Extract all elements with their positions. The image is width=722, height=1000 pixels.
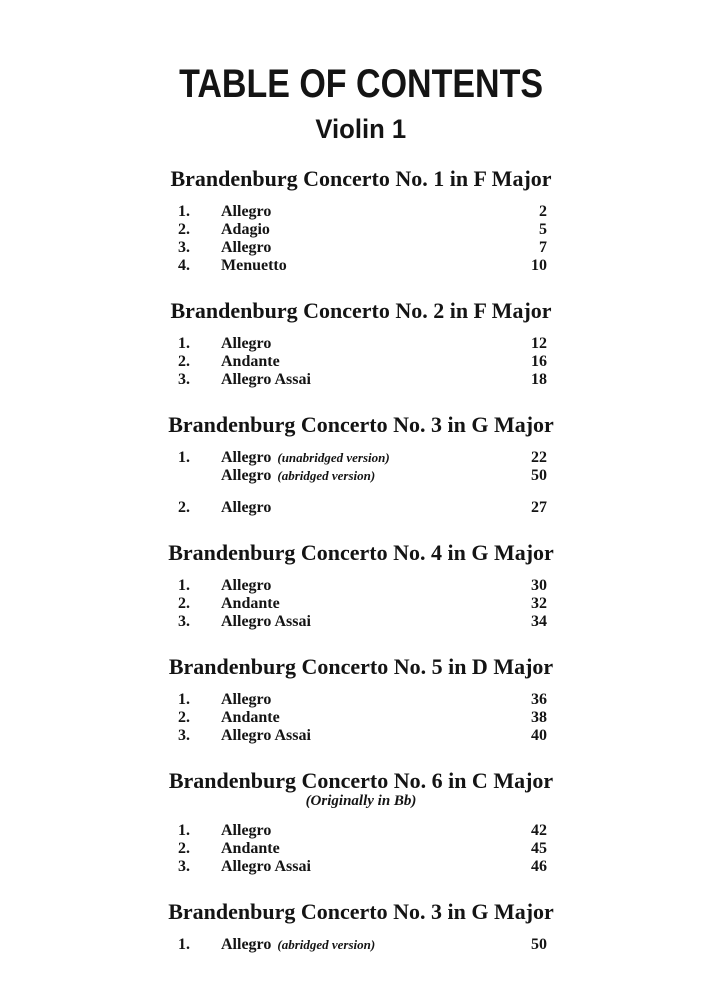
page-number: 18 bbox=[531, 371, 547, 388]
movement-title: Allegro bbox=[221, 335, 272, 352]
page-number: 10 bbox=[531, 257, 547, 274]
toc-entry bbox=[173, 449, 549, 467]
section-rows bbox=[173, 335, 549, 389]
page-number: 42 bbox=[531, 822, 547, 839]
section-heading: Brandenburg Concerto No. 3 in G Major bbox=[168, 899, 554, 924]
section-rows bbox=[173, 822, 549, 876]
movement-number: 1. bbox=[178, 577, 190, 594]
section-heading: Brandenburg Concerto No. 2 in F Major bbox=[170, 298, 552, 323]
movement-title bbox=[221, 449, 390, 467]
section-concerto-3-abridged bbox=[0, 900, 722, 954]
toc-entry bbox=[173, 822, 549, 840]
movement-number: 2. bbox=[178, 709, 190, 726]
movement-number: 2. bbox=[178, 499, 190, 516]
toc-entry bbox=[173, 499, 549, 517]
toc-body bbox=[0, 167, 722, 954]
movement-title: Allegro bbox=[221, 577, 272, 594]
page-number: 2 bbox=[539, 203, 547, 220]
movement-note: (abridged version) bbox=[277, 468, 376, 483]
movement-number: 3. bbox=[178, 371, 190, 388]
movement-number: 3. bbox=[178, 239, 190, 256]
toc-header bbox=[0, 64, 722, 143]
page-number: 50 bbox=[531, 467, 547, 484]
section-concerto-4 bbox=[0, 541, 722, 631]
page-number: 16 bbox=[531, 353, 547, 370]
section-heading-note: (Originally in Bb) bbox=[305, 793, 417, 809]
section-concerto-3 bbox=[0, 413, 722, 517]
movement-title-text: Allegro bbox=[221, 467, 272, 484]
movement-title-text: Allegro bbox=[221, 936, 272, 953]
movement-number: 3. bbox=[178, 613, 190, 630]
movement-title-text: Allegro bbox=[221, 449, 272, 466]
movement-number: 4. bbox=[178, 257, 190, 274]
section-heading: Brandenburg Concerto No. 1 in F Major bbox=[170, 166, 552, 191]
movement-title: Adagio bbox=[221, 221, 270, 238]
page-number: 36 bbox=[531, 691, 547, 708]
part-subtitle: Violin 1 bbox=[315, 114, 407, 144]
page-title: TABLE OF CONTENTS bbox=[179, 62, 543, 106]
movement-title: Andante bbox=[221, 840, 280, 857]
movement-title: Menuetto bbox=[221, 257, 287, 274]
toc-entry bbox=[173, 257, 549, 275]
section-concerto-5 bbox=[0, 655, 722, 745]
movement-number: 3. bbox=[178, 727, 190, 744]
section-rows bbox=[173, 203, 549, 275]
movement-note: (abridged version) bbox=[277, 937, 376, 952]
toc-entry bbox=[173, 691, 549, 709]
movement-number: 3. bbox=[178, 858, 190, 875]
movement-title: Allegro bbox=[221, 203, 272, 220]
section-concerto-6 bbox=[0, 769, 722, 876]
movement-title: Andante bbox=[221, 595, 280, 612]
toc-entry bbox=[173, 371, 549, 389]
movement-number: 1. bbox=[178, 691, 190, 708]
toc-entry bbox=[173, 858, 549, 876]
movement-number: 2. bbox=[178, 353, 190, 370]
movement-number: 2. bbox=[178, 595, 190, 612]
movement-title: Andante bbox=[221, 709, 280, 726]
movement-title: Allegro Assai bbox=[221, 727, 311, 744]
toc-entry bbox=[173, 727, 549, 745]
movement-number: 2. bbox=[178, 840, 190, 857]
movement-title: Allegro Assai bbox=[221, 858, 311, 875]
section-heading: Brandenburg Concerto No. 4 in G Major bbox=[168, 540, 554, 565]
movement-note: (unabridged version) bbox=[277, 450, 390, 465]
page-number: 32 bbox=[531, 595, 547, 612]
movement-title bbox=[221, 467, 375, 485]
section-heading: Brandenburg Concerto No. 5 in D Major bbox=[168, 654, 554, 679]
movement-number: 1. bbox=[178, 822, 190, 839]
page-number: 38 bbox=[531, 709, 547, 726]
page-number: 34 bbox=[531, 613, 547, 630]
toc-entry bbox=[173, 936, 549, 954]
section-heading: Brandenburg Concerto No. 3 in G Major bbox=[168, 412, 554, 437]
page-number: 30 bbox=[531, 577, 547, 594]
section-rows bbox=[173, 577, 549, 631]
page-number: 46 bbox=[531, 858, 547, 875]
toc-entry bbox=[173, 595, 549, 613]
movement-title: Allegro bbox=[221, 691, 272, 708]
toc-entry bbox=[173, 840, 549, 858]
movement-title: Andante bbox=[221, 353, 280, 370]
page-number: 12 bbox=[531, 335, 547, 352]
page-number: 7 bbox=[539, 239, 547, 256]
page-number: 22 bbox=[531, 449, 547, 466]
section-rows bbox=[173, 691, 549, 745]
movement-number: 1. bbox=[178, 449, 190, 466]
page-number: 50 bbox=[531, 936, 547, 953]
toc-entry bbox=[173, 221, 549, 239]
toc-entry bbox=[173, 335, 549, 353]
toc-entry bbox=[173, 709, 549, 727]
movement-title bbox=[221, 936, 375, 954]
page-number: 5 bbox=[539, 221, 547, 238]
movement-number: 1. bbox=[178, 936, 190, 953]
section-concerto-1 bbox=[0, 167, 722, 275]
section-rows bbox=[173, 936, 549, 954]
movement-number: 1. bbox=[178, 203, 190, 220]
toc-entry bbox=[173, 353, 549, 371]
section-heading: Brandenburg Concerto No. 6 in C Major bbox=[168, 768, 554, 793]
toc-entry bbox=[173, 467, 549, 485]
section-rows bbox=[173, 449, 549, 517]
movement-title: Allegro Assai bbox=[221, 371, 311, 388]
movement-number: 2. bbox=[178, 221, 190, 238]
movement-title: Allegro bbox=[221, 499, 272, 516]
toc-entry bbox=[173, 203, 549, 221]
toc-entry bbox=[173, 239, 549, 257]
page-number: 45 bbox=[531, 840, 547, 857]
movement-number: 1. bbox=[178, 335, 190, 352]
movement-title: Allegro Assai bbox=[221, 613, 311, 630]
toc-entry bbox=[173, 577, 549, 595]
toc-entry bbox=[173, 613, 549, 631]
page-number: 27 bbox=[531, 499, 547, 516]
section-concerto-2 bbox=[0, 299, 722, 389]
page-number: 40 bbox=[531, 727, 547, 744]
movement-title: Allegro bbox=[221, 822, 272, 839]
movement-title: Allegro bbox=[221, 239, 272, 256]
